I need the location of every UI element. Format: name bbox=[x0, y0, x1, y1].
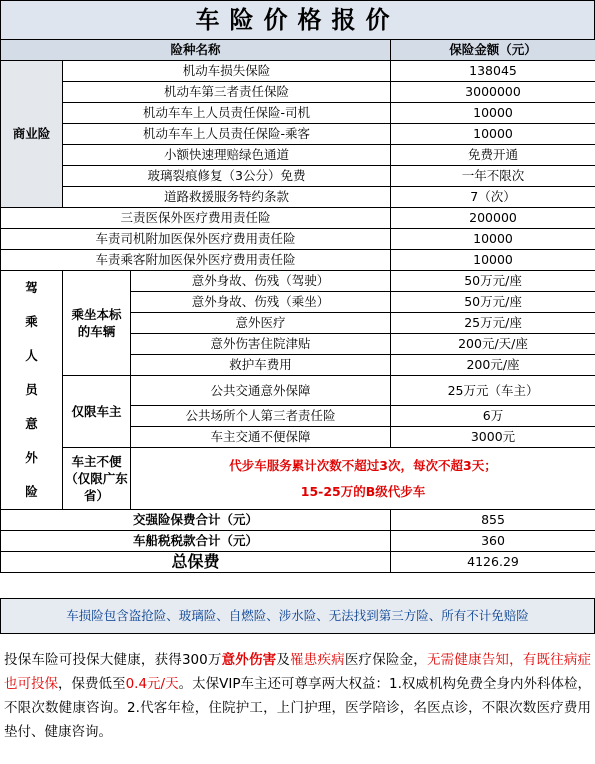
row-amount: 25万元（车主） bbox=[391, 376, 595, 406]
row-amount: 138045 bbox=[391, 61, 595, 82]
category-commercial: 商业险 bbox=[1, 61, 63, 208]
coverage-note: 车损险包含盗抢险、玻璃险、自燃险、涉水险、无法找到第三方险、所有不计免赔险 bbox=[0, 598, 595, 634]
para-text: ，保费低至 bbox=[58, 676, 126, 692]
row-amount: 10000 bbox=[391, 250, 595, 271]
row-amount: 3000元 bbox=[391, 427, 595, 448]
row-name: 车责司机附加医保外医疗费用责任险 bbox=[1, 229, 391, 250]
table-row bbox=[1, 271, 595, 292]
row-amount: 10000 bbox=[391, 124, 595, 145]
row-amount: 3000000 bbox=[391, 82, 595, 103]
group-label-inconvenience bbox=[63, 448, 131, 510]
row-name: 机动车车上人员责任保险-乘客 bbox=[63, 124, 391, 145]
group-label-passenger bbox=[63, 271, 131, 376]
table-row bbox=[1, 376, 595, 406]
row-name: 玻璃裂痕修复（3公分）免费 bbox=[63, 166, 391, 187]
promo-line-1: 代步车服务累计次数不超过3次，每次不超3天； bbox=[229, 457, 497, 473]
row-amount: 10000 bbox=[391, 103, 595, 124]
para-highlight: 0.4元/天 bbox=[125, 676, 179, 692]
row-name: 车主交通不便保障 bbox=[131, 427, 391, 448]
row-name: 小额快速理赔绿色通道 bbox=[63, 145, 391, 166]
table-row bbox=[1, 145, 595, 166]
group-label-text: 乘坐本标的车辆 bbox=[71, 307, 122, 339]
para-text: 投保车险可投保大健康，获得300万 bbox=[4, 652, 222, 668]
row-name: 机动车第三者责任保险 bbox=[63, 82, 391, 103]
row-amount: 50万元/座 bbox=[391, 292, 595, 313]
row-amount: 25万元/座 bbox=[391, 313, 595, 334]
row-name: 公共场所个人第三者责任险 bbox=[131, 406, 391, 427]
row-name: 机动车损失保险 bbox=[63, 61, 391, 82]
promo-paragraph bbox=[4, 648, 591, 744]
table-row bbox=[1, 166, 595, 187]
row-amount: 免费开通 bbox=[391, 145, 595, 166]
total-row bbox=[1, 510, 595, 531]
row-name: 意外伤害住院津贴 bbox=[131, 334, 391, 355]
para-text: 及 bbox=[276, 652, 291, 668]
total-amount: 855 bbox=[391, 510, 595, 531]
category-accident bbox=[1, 271, 63, 510]
grand-total-row bbox=[1, 552, 595, 573]
row-name: 车责乘客附加医保外医疗费用责任险 bbox=[1, 250, 391, 271]
row-amount: 200元/座 bbox=[391, 355, 595, 376]
category-accident-label: 驾乘人员意外险 bbox=[25, 280, 38, 499]
para-text: 。太保VIP车主还可尊享两大权益：1.权威机构免费全身内外科体检，不限次数健康咨询。2.代客年检，住院护工，上门护理，医学陪诊，名医点诊，不限次数医疗费用垫付、健康咨询。 bbox=[4, 676, 591, 740]
table-row bbox=[1, 187, 595, 208]
row-amount: 一年不限次 bbox=[391, 166, 595, 187]
row-name: 意外医疗 bbox=[131, 313, 391, 334]
table-row bbox=[1, 448, 595, 457]
row-name: 意外身故、伤残（驾驶） bbox=[131, 271, 391, 292]
promo-text bbox=[131, 448, 595, 510]
para-highlight: 罹患疾病 bbox=[290, 652, 345, 668]
table-row bbox=[1, 229, 595, 250]
page-title: 车险价格报价 bbox=[0, 0, 595, 40]
table-row bbox=[1, 124, 595, 145]
para-text: 医疗保险金， bbox=[344, 652, 427, 668]
row-name: 救护车费用 bbox=[131, 355, 391, 376]
header-amount: 保险金额（元） bbox=[391, 40, 595, 61]
grand-total-label: 总保费 bbox=[1, 552, 391, 573]
table-header bbox=[1, 40, 595, 61]
grand-total-amount: 4126.29 bbox=[391, 552, 595, 573]
row-name: 意外身故、伤残（乘坐） bbox=[131, 292, 391, 313]
promo-line-2: 15-25万的B级代步车 bbox=[300, 483, 426, 499]
group-label-owner: 仅限车主 bbox=[63, 376, 131, 448]
header-name: 险种名称 bbox=[1, 40, 391, 61]
row-amount: 200元/天/座 bbox=[391, 334, 595, 355]
table-row bbox=[1, 82, 595, 103]
row-amount: 200000 bbox=[391, 208, 595, 229]
total-row bbox=[1, 531, 595, 552]
row-amount: 10000 bbox=[391, 229, 595, 250]
para-highlight: 意外伤害 bbox=[221, 652, 277, 668]
total-amount: 360 bbox=[391, 531, 595, 552]
para-highlight: 无需健康告知，有既往病症也可投保 bbox=[4, 652, 592, 692]
row-name: 机动车车上人员责任保险-司机 bbox=[63, 103, 391, 124]
row-name: 道路救援服务特约条款 bbox=[63, 187, 391, 208]
table-row bbox=[1, 250, 595, 271]
group-label-text: 车主不便（仅限广东省） bbox=[65, 454, 128, 503]
quote-table bbox=[0, 39, 595, 573]
row-name: 三责医保外医疗费用责任险 bbox=[1, 208, 391, 229]
row-name: 公共交通意外保障 bbox=[131, 376, 391, 406]
total-label: 交强险保费合计（元） bbox=[1, 510, 391, 531]
row-amount: 50万元/座 bbox=[391, 271, 595, 292]
row-amount: 6万 bbox=[391, 406, 595, 427]
row-amount: 7（次） bbox=[391, 187, 595, 208]
table-row bbox=[1, 208, 595, 229]
total-label: 车船税税款合计（元） bbox=[1, 531, 391, 552]
table-row bbox=[1, 103, 595, 124]
table-row bbox=[1, 61, 595, 82]
